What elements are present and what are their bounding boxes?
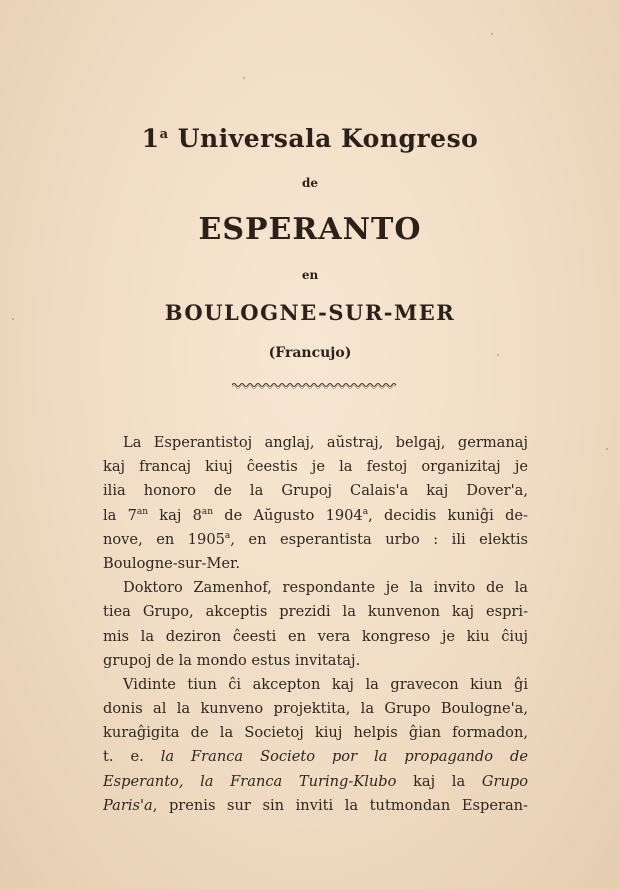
title-main-text: Universala Kongreso bbox=[177, 124, 479, 153]
paper-speck bbox=[497, 354, 499, 356]
text-line: grupoj de la mondo estus invitataj. bbox=[103, 651, 361, 669]
ordinal-suffix: a bbox=[159, 127, 169, 142]
text-line: nove, en 1905$^a$, en esperantista urbo : ili elektis bbox=[103, 530, 528, 548]
title-city: BOULOGNE-SUR-MER bbox=[164, 300, 456, 325]
paper-speck bbox=[606, 448, 608, 450]
text-line: Doktoro Zamenhof, respondante je la invito de la bbox=[123, 579, 528, 597]
body-text bbox=[103, 431, 528, 818]
text-line: t. e. la Franca Societo por la propagando de bbox=[103, 748, 528, 766]
title-esperanto: ESPERANTO bbox=[198, 212, 422, 247]
paper-speck bbox=[491, 33, 493, 35]
wavy-divider-ornament bbox=[232, 380, 398, 390]
text-line: la $7^{an}$ kaj $8^{an}$ de Aŭgusto 1904$^a$, decidis kuniĝi de- bbox=[103, 506, 528, 524]
text-line: La Esperantistoj anglaj, aŭstraj, belgaj, germanaj bbox=[123, 434, 528, 451]
text-line: Boulogne-sur-Mer. bbox=[103, 554, 241, 572]
title-en: en bbox=[301, 268, 319, 282]
title-country: (Francujo) bbox=[268, 345, 352, 361]
title-de: de bbox=[301, 176, 319, 190]
text-line: ilia honoro de la Grupoj Calais'a kaj Dover'a, bbox=[103, 482, 528, 500]
text-line: Esperanto, la Franca Turing-Klubo kaj la Grupo bbox=[103, 772, 528, 790]
congress-title bbox=[0, 124, 620, 153]
text-line: donis al la kunveno projektita, la Grupo Boulogne'a, bbox=[103, 700, 528, 718]
paper-speck bbox=[243, 77, 245, 79]
text-line: Vidinte tiun ĉi akcepton kaj la gravecon kiun ĝi bbox=[123, 675, 528, 693]
paper-speck bbox=[12, 318, 14, 320]
text-line: kaj francaj kiuj ĉeestis je la festoj organizitaj je bbox=[103, 458, 528, 476]
text-line: Paris'a, prenis sur sin inviti la tutmondan Esperan- bbox=[103, 796, 528, 814]
text-line: tiea Grupo, akceptis prezidi la kunvenon kaj espri- bbox=[103, 603, 528, 621]
ordinal-number: 1 bbox=[141, 124, 160, 153]
text-line: kuraĝigita de la Societoj kiuj helpis ĝian formadon, bbox=[103, 724, 528, 742]
text-line: mis la deziron ĉeesti en vera kongreso je kiu ĉiuj bbox=[103, 627, 528, 645]
